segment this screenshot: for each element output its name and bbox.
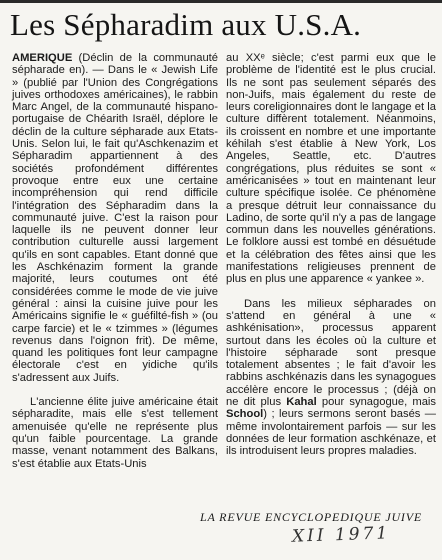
right-paragraph-2-text-c: ) ; leurs sermons seront basés — même involontairement parfois — sur les données de leur formation aschkénaze, et ils introduisent leurs propres maladies.	[226, 408, 436, 458]
right-paragraph-1: au XXᵉ siècle; c'est parmi eux que le problème de l'identité est le plus crucial. Ils ne sont pas seulement séparés des non-Juifs, mais également du reste de leurs coreligionnaires dont le langage et la culture diffèrent totalement. Néanmoins, ils croissent en nombre et une importante kéhilah s'est établie à New York, Los Angeles, Seattle, etc. D'autres congrégations, plus réduites se sont « américanisées » tout en maintenant leur culture spécifique isolée. Ce phénomène a presque détruit leur connaissance du Ladino, de sorte qu'il n'y a pas de langage commun dans les nouvelles générations. Le folklore aussi est tombé en désuétude et la célébration des fêtes ainsi que les manifestations religieuses prennent de plus en plus une apparence « yankee ».	[226, 52, 436, 286]
left-paragraph-1	[12, 52, 218, 384]
right-paragraph-2-text-b: pour synagogue, mais	[316, 396, 437, 409]
right-paragraph-2	[226, 298, 436, 458]
left-column	[12, 52, 218, 470]
article-title: Les Sépharadim aux U.S.A.	[10, 7, 362, 42]
right-paragraph-2-text-a: Dans les milieux sépharades on s'attend en général à une « ashkénisation», processus apparent surtout dans les écoles où la culture et l'histoire sépharade sont presque totalement absentes ; le fait d'avoir les rabbins aschkénazis dans les synagogues accélère encore le processus ; (déjà on ne dit plus	[226, 297, 436, 409]
top-rule	[0, 0, 442, 3]
handwritten-date: XII 1971	[291, 523, 391, 547]
term-school: School	[226, 408, 264, 421]
left-paragraph-1-text: (Déclin de la communauté sépharade en). — Dans le « Jewish Life » (publié par l'Union des Congrégations juives orthodoxes américaines), le rabbin Marc Angel, de la communauté hispano-portugaise de Chéarith Israël, déplore le déclin de la culture sépharade aux Etats-Unis. Selon lui, le fait qu'Aschkenazim et Sépharadim appartiennent à des sociétés profondément différentes provoque entre eux une certaine incompréhension qui rend difficile l'intégration des Sépharadim dans la communauté juive. C'est la raison pour laquelle ils ne peuvent donner leur contribution culturelle aussi largement qu'ils en sont capables. Etant donné que les Aschkénazim forment la grande majorité, leurs coutumes ont été considérées comme le mode de vie juive général : ainsi la cuisine juive pour les Américains signifie le « guéfilté-fish » (ou carpe farcie) et le « tzimmes » (légumes revenus dans l'oignon frit). De même, quand les politiques font leur campagne électorale c'est en yidiche qu'ils s'adressent aux Juifs.	[12, 52, 218, 384]
left-paragraph-2: L'ancienne élite juive américaine était sépharadite, mais elle s'est tellement amenuisée qu'elle ne représente plus qu'un faible pourcentage. La grande masse, venant notamment des Balkans, s'est établie aux Etats-Unis	[12, 396, 218, 470]
lead-keyword: AMERIQUE	[12, 52, 73, 64]
term-kahal: Kahal	[286, 396, 317, 409]
right-column	[226, 52, 436, 458]
source-credit: LA REVUE ENCYCLOPEDIQUE JUIVE	[200, 510, 422, 524]
